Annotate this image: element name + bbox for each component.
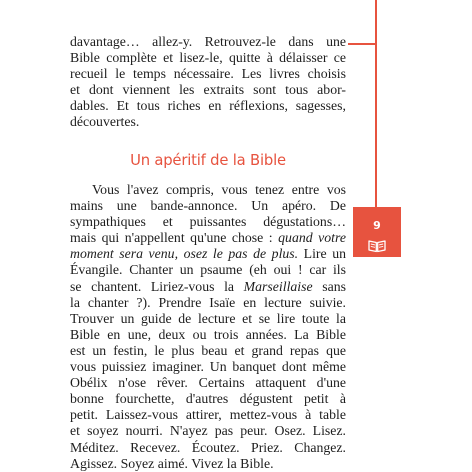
text-line: petit. Laissez-vous attirer, mettez-vous à table [70, 407, 346, 423]
text-line [70, 230, 346, 246]
text-line: sympathiques et puissantes dégustations… [70, 214, 346, 230]
margin-rule-vertical [375, 0, 377, 207]
text-line: vous puissiez imaginer. Un banquet dont même [70, 359, 346, 375]
emphasis-run: Marseillaise [243, 278, 313, 294]
text-run: mais qui n'appellent qu'une chose : [70, 230, 279, 246]
text-line: mains une bande-annonce. Un apéro. De [70, 198, 346, 214]
text-line: Bible en une, deux ou trois années. La Bible [70, 326, 346, 342]
text-run: Lire un [298, 246, 346, 262]
text-line: est un festin, le plus beau et grand repas que [70, 342, 346, 358]
text-line: bonne fourchette, d'autres dégustent petit à [70, 391, 346, 407]
page-number-tab [353, 207, 401, 257]
section-title: Un apéritif de la Bible [130, 152, 286, 169]
text-line: recueil le temps nécessaire. Les livres choisis [70, 66, 346, 82]
emphasis-run: moment sera venu, osez le pas de plus. [70, 246, 299, 262]
top-paragraph [70, 34, 346, 131]
text-line: Vous l'avez compris, vous tenez entre vos [92, 182, 346, 197]
text-line: découvertes. [70, 114, 140, 130]
text-line: Obélix n'ose rêver. Certains attaquent d'une [70, 375, 346, 391]
open-book-icon [368, 239, 386, 253]
text-line: la chanter ?). Prendre Isaïe en lecture suivie. [70, 294, 346, 310]
text-line: Méditez. Recevez. Écoutez. Priez. Changez. [70, 439, 346, 455]
text-line: et dont viennent les extraits sont tous abor- [70, 82, 346, 98]
text-run: se chantent. Liriez-vous la [70, 278, 235, 294]
text-line: Évangile. Chanter un psaume (eh oui ! car ils [70, 262, 346, 278]
text-run: sans [312, 278, 347, 294]
body-paragraph [70, 182, 346, 472]
page-number: 9 [373, 219, 381, 232]
text-line: Bible complète et lisez-le, quitte à délaisser ce [70, 50, 346, 66]
text-line [70, 246, 346, 262]
emphasis-run: quand votre [278, 230, 346, 246]
text-line: dables. Et tous riches en réflexions, sagesses, [70, 98, 346, 114]
text-line: Agissez. Soyez aimé. Vivez la Bible. [70, 455, 274, 471]
text-line: Trouver un guide de lecture et se lire toute la [70, 310, 346, 326]
text-line: davantage… allez-y. Retrouvez-le dans une [70, 34, 346, 49]
text-line: et soyez nourri. N'ayez pas peur. Osez. Lisez. [70, 423, 346, 439]
corner-rule-horizontal [348, 43, 377, 45]
text-line [70, 279, 346, 295]
